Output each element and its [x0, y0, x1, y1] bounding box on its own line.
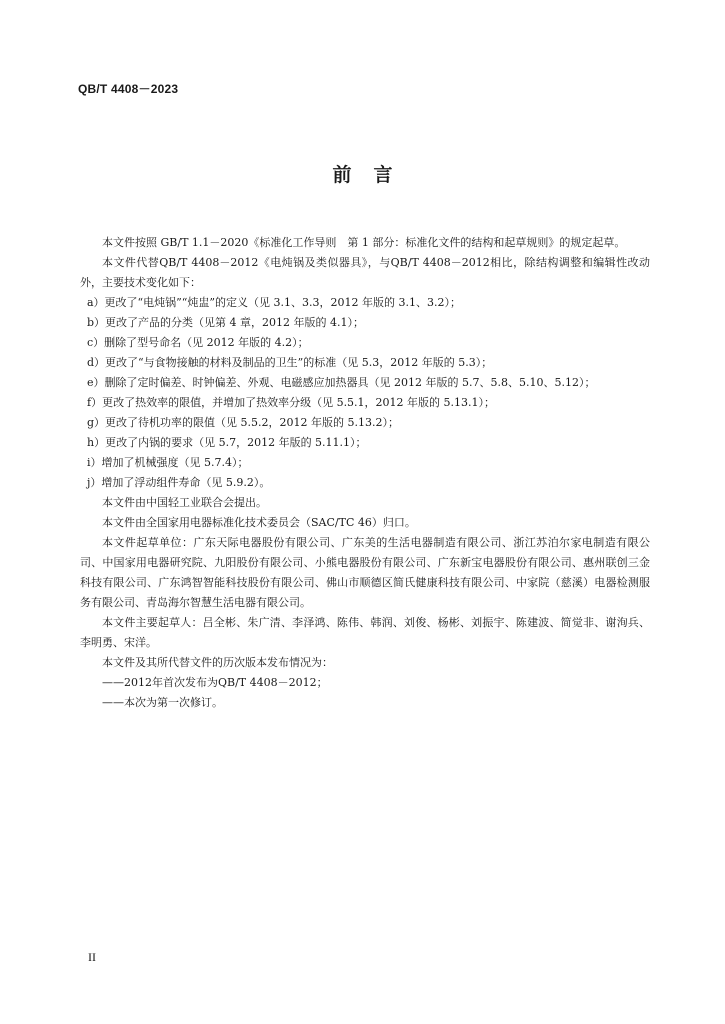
paragraph-committee: 本文件由全国家用电器标准化技术委员会（SAC/TC 46）归口。 [102, 516, 416, 529]
change-item: i）增加了机械强度（见 5.7.4）； [87, 456, 249, 469]
change-item: f）更改了热效率的限值，并增加了热效率分级（见 5.5.1，2012 年版的 5.13.1）； [87, 396, 496, 409]
change-item: d）更改了“与食物接触的材料及制品的卫生”的标准（见 5.3，2012 年版的 5.3）； [87, 356, 493, 369]
paragraph-proposer: 本文件由中国轻工业联合会提出。 [102, 496, 267, 509]
history-item: ——2012年首次发布为QB/T 4408－2012； [102, 676, 328, 689]
paragraph-drafters: 本文件主要起草人：吕全彬、朱广清、李泽鸿、陈伟、韩润、刘俊、杨彬、刘振宇、陈建波、简觉非、谢洵兵、李明勇、宋洋。 [80, 616, 650, 649]
change-item: j）增加了浮动组件寿命（见 5.9.2）。 [87, 476, 271, 489]
page-title: 前言 [332, 164, 415, 186]
paragraph-replacement: 本文件代替QB/T 4408－2012《电炖锅及类似器具》，与QB/T 4408－2012相比，除结构调整和编辑性改动外，主要技术变化如下： [80, 256, 650, 289]
foreword-body [80, 233, 650, 713]
change-item: a）更改了“电炖锅”“炖盅”的定义（见 3.1、3.3，2012 年版的 3.1、3.2）； [87, 296, 462, 309]
change-item: e）删除了定时偏差、时钟偏差、外观、电磁感应加热器具（见 2012 年版的 5.7、5.8、5.10、5.12）； [87, 376, 596, 389]
history-item: ——本次为第一次修订。 [102, 696, 223, 709]
change-item: b）更改了产品的分类（见第 4 章，2012 年版的 4.1）； [87, 316, 365, 329]
standard-code: QB/T 4408－2023 [78, 82, 179, 96]
paragraph-drafting-basis: 本文件按照 GB/T 1.1－2020《标准化工作导则 第 1 部分：标准化文件的结构和起草规则》的规定起草。 [102, 236, 626, 249]
change-item: g）更改了待机功率的限值（见 5.5.2，2012 年版的 5.13.2）； [87, 416, 400, 429]
page-number: II [88, 950, 96, 964]
change-item: c）删除了型号命名（见 2012 年版的 4.2）； [87, 336, 309, 349]
change-item: h）更改了内锅的要求（见 5.7，2012 年版的 5.11.1）； [87, 436, 367, 449]
paragraph-drafting-units: 本文件起草单位：广东天际电器股份有限公司、广东美的生活电器制造有限公司、浙江苏泊尔家电制造有限公司、中国家用电器研究院、九阳股份有限公司、小熊电器股份有限公司、广东新宝电器股份有限公司、惠州联创三金科技有限公司、广东鸿智智能科技股份有限公司、佛山市顺德区简氏健康科技有限公司、中家院（慈溪）电器检测服务有限公司、青岛海尔智慧生活电器有限公司。 [80, 536, 650, 609]
paragraph-history-intro: 本文件及其所代替文件的历次版本发布情况为： [102, 656, 333, 669]
